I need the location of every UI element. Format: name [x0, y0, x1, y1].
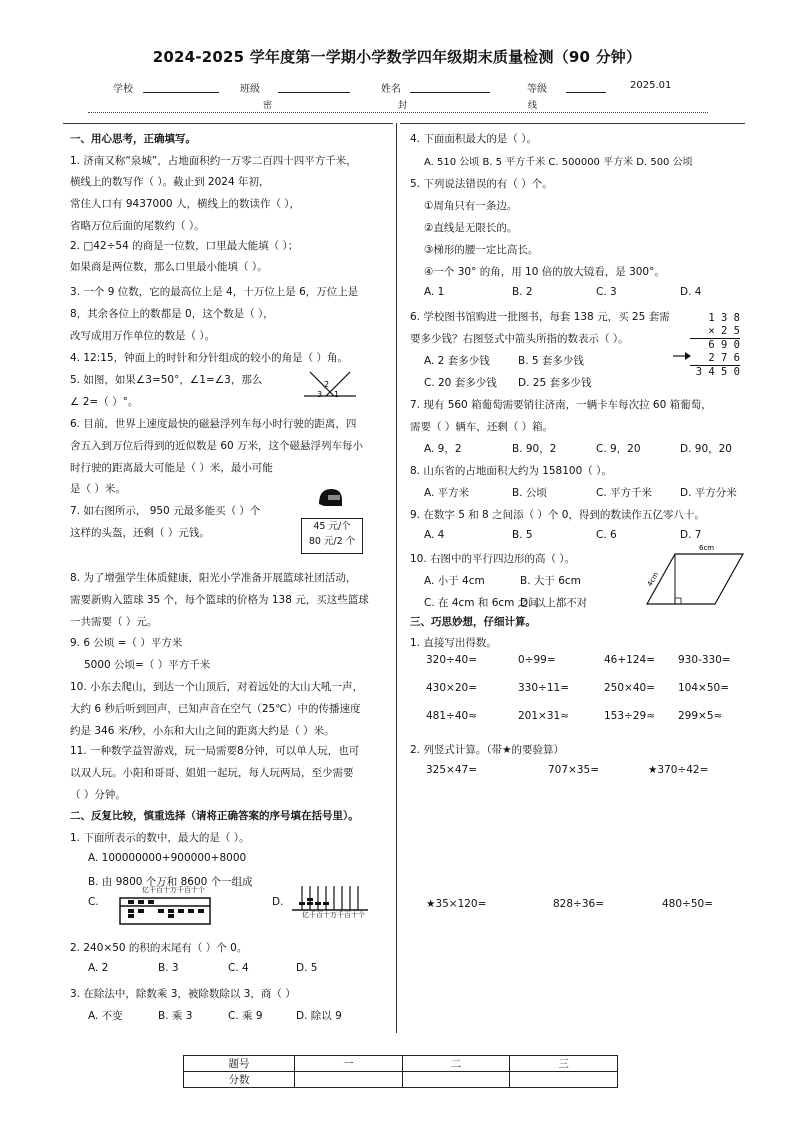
section1-heading: 一、用心思考，正确填写。: [70, 133, 196, 145]
q6-stem1: 6. 学校图书馆购进一批图书，每套 138 元，买 25 套需: [410, 311, 670, 323]
q9-stem: 9. 在数字 5 和 8 之间添（ ）个 0，得到的数读作五亿零八十。: [410, 509, 705, 521]
q8-line3: 一共需要（ ）元。: [70, 616, 158, 628]
s2-q1-d: D.: [272, 896, 284, 908]
s2-q3: 3. 在除法中，除数乘 3，被除数除以 3，商（ ）: [70, 988, 296, 1000]
vertical-multiplication: [690, 312, 740, 379]
q8-opt-c: C. 平方千米: [596, 487, 653, 499]
column-divider: [396, 123, 397, 1033]
q5-item1: ①周角只有一条边。: [424, 200, 518, 212]
score-header-2: 二: [402, 1056, 510, 1072]
angle-figure: [300, 370, 360, 402]
q8-opt-d: D. 平方分米: [680, 487, 737, 499]
q7-stem1: 7. 现有 560 箱葡萄需要销往济南，一辆卡车每次拉 60 箱葡萄，: [410, 399, 712, 411]
seal-char-mi: 密: [263, 101, 273, 111]
q1-line2: 横线上的数写作（ ）。截止到 2024 年初，: [70, 176, 270, 188]
vcalc-1-1: 325×47=: [426, 764, 477, 776]
s2-q3-d: D. 除以 9: [296, 1010, 342, 1022]
q9-opt-d: D. 7: [680, 529, 702, 541]
s2-q1: 1. 下面所表示的数中，最大的是（ ）。: [70, 832, 250, 844]
q9-opt-b: B. 5: [512, 529, 533, 541]
name-field[interactable]: [410, 80, 490, 93]
q10-stem: 10. 右图中的平行四边形的高（ ）。: [410, 553, 576, 565]
q8-line2: 需要新购入篮球 35 个，每个篮球的价格为 138 元，买这些篮球: [70, 594, 369, 606]
q5-item3: ③梯形的腰一定比高长。: [424, 244, 539, 256]
s3-sub1: 1. 直接写出得数。: [410, 637, 497, 649]
q4-line: 4. 12:15，钟面上的时针和分针组成的较小的角是（ ）角。: [70, 352, 348, 364]
class-field[interactable]: [278, 80, 350, 93]
q9-opt-c: C. 6: [596, 529, 617, 541]
q6-line3: 时行驶的距离最大可能是（ ）米，最小可能: [70, 462, 273, 474]
q8-stem: 8. 山东省的占地面积大约为 158100（ ）。: [410, 465, 612, 477]
q10-opt-a: A. 小于 4cm: [424, 575, 485, 587]
q5-line2: ∠ 2=（ ）°。: [70, 396, 139, 408]
q7-stem2: 需要（ ）辆车，还剩（ ）箱。: [410, 421, 554, 433]
q5-item4: ④一个 30° 的角，用 10 倍的放大镜看，是 300°。: [424, 266, 665, 278]
calc-3-2: 201×31≈: [518, 710, 569, 722]
para-side-label: 4cm: [645, 570, 661, 588]
calc-1-3: 46+124=: [604, 654, 655, 666]
calc-row-1: [400, 654, 740, 682]
calc-2-1: 430×20=: [426, 682, 477, 694]
score-row-label: 分数: [184, 1072, 295, 1088]
abacus-d-labels: 亿千百十万千百十个: [302, 911, 365, 919]
angle-label-2: 2: [324, 380, 330, 389]
s3-sub2: 2. 列竖式计算。（带★的要验算）: [410, 744, 565, 756]
abacus-d-icon: [290, 882, 370, 912]
vcalc-1-3: ★370÷42=: [648, 764, 709, 776]
q1-line4: 省略万位后面的尾数约（ ）。: [70, 220, 205, 232]
q10-line1: 10. 小东去爬山，到达一个山顶后，对着远处的大山大吼一声，: [70, 681, 364, 693]
s2-q2-d: D. 5: [296, 962, 318, 974]
vcalc-2-3: 480÷50=: [662, 898, 713, 910]
vcalc-2-2: 828÷36=: [553, 898, 604, 910]
q9-opt-a: A. 4: [424, 529, 445, 541]
vert-line1: 1 3 8: [708, 312, 740, 324]
seal-char-feng: 封: [398, 101, 408, 111]
s2-q1-a: A. 100000000+900000+8000: [88, 852, 247, 864]
q10-opt-c: C. 在 4cm 和 6cm 之间: [424, 597, 539, 609]
q5-opt-a: A. 1: [424, 286, 445, 298]
angle-label-1: 1: [334, 390, 340, 399]
s2-q2-a: A. 2: [88, 962, 109, 974]
name-label: 姓名: [381, 84, 401, 95]
abacus-c-labels: 亿千百十万千百十个: [142, 886, 205, 894]
s2-q1-c: C.: [88, 896, 99, 908]
q7-opt-c: C. 9，20: [596, 443, 641, 455]
vert-line3: 6 9 0: [708, 339, 740, 351]
score-table-header-row: [184, 1056, 618, 1072]
q6-line1: 6. 目前，世界上速度最快的磁悬浮列车每小时行驶的距离，四: [70, 418, 357, 430]
q6-opt-d: D. 25 套多少钱: [518, 377, 592, 389]
q9-line2: 5000 公顷=（ ）平方千米: [84, 659, 211, 671]
s2-q2: 2. 240×50 的积的末尾有（ ）个 0。: [70, 942, 248, 954]
calc-2-3: 250×40=: [604, 682, 655, 694]
s2-q3-b: B. 乘 3: [158, 1010, 193, 1022]
seal-line: [88, 98, 708, 113]
q6-stem2: 要多少钱？右图竖式中箭头所指的数表示（ ）。: [410, 333, 629, 345]
calc-row-2: [400, 682, 740, 710]
score-cell-2[interactable]: [402, 1072, 510, 1088]
q8-line1: 8. 为了增强学生体质健康，阳光小学准备开展篮球社团活动，: [70, 572, 357, 584]
q6-opt-c: C. 20 套多少钱: [424, 377, 497, 389]
q10-opt-d: D. 以上都不对: [520, 597, 588, 609]
grade-label: 等级: [527, 84, 547, 95]
vert-line2: × 2 5: [690, 325, 740, 339]
score-table: [183, 1055, 618, 1088]
seal-char-xian: 线: [528, 101, 538, 111]
class-label: 班级: [240, 84, 260, 95]
q8-opt-b: B. 公顷: [512, 487, 547, 499]
q10-opt-b: B. 大于 6cm: [520, 575, 581, 587]
q5-line1: 5. 如图，如果∠3=50°，∠1=∠3，那么: [70, 374, 263, 386]
calc-3-4: 299×5≈: [678, 710, 723, 722]
q7-line1: 7. 如右图所示， 950 元最多能买（ ）个: [70, 505, 261, 517]
vcalc-1-2: 707×35=: [548, 764, 599, 776]
student-info-row: [0, 80, 794, 98]
s2-q1-b: B. 由 9800 个万和 8600 个一组成: [88, 876, 253, 888]
angle-label-3: 3: [317, 390, 323, 399]
q11-line2: 以双人玩。小阳和哥哥、姐姐一起玩，每人玩两局，至少需要: [70, 767, 354, 779]
q3-line2: 8，其余各位上的数都是 0，这个数是（ ），: [70, 308, 274, 320]
exam-title: 2024-2025 学年度第一学期小学数学四年级期末质量检测（90 分钟）: [152, 48, 642, 66]
q7-line2: 这样的头盔，还剩（ ）元钱。: [70, 527, 210, 539]
right-top-rule: [400, 123, 745, 124]
price-double: 80 元/2 个: [308, 536, 356, 547]
helmet-price-box: [301, 518, 363, 554]
arrow-icon: [672, 351, 692, 361]
s2-q3-c: C. 乘 9: [228, 1010, 263, 1022]
left-top-rule: [63, 123, 393, 124]
price-single: 45 元/个: [313, 521, 351, 532]
q6-line2: 舍五入到万位后得到的近似数是 60 万米，这个磁悬浮列车每小: [70, 440, 364, 452]
calc-3-3: 153÷29≈: [604, 710, 655, 722]
q5-opt-c: C. 3: [596, 286, 617, 298]
calc-3-1: 481÷40≈: [426, 710, 477, 722]
q1-line1: 1. 济南又称“泉城”，占地面积约一万零二百四十四平方千米，: [70, 155, 357, 167]
calc-1-1: 320÷40=: [426, 654, 477, 666]
score-header-label: 题号: [184, 1056, 295, 1072]
score-table-value-row: [184, 1072, 618, 1088]
q3-line3: 改写成用万作单位的数是（ ）。: [70, 330, 216, 342]
q7-opt-a: A. 9，2: [424, 443, 462, 455]
vert-line5: 3 4 5 0: [695, 366, 740, 378]
calc-2-4: 104×50=: [678, 682, 729, 694]
vert-line4: 2 7 6: [690, 352, 740, 366]
score-cell-3[interactable]: [510, 1072, 618, 1088]
grade-field[interactable]: [566, 80, 606, 93]
q8-opt-a: A. 平方米: [424, 487, 470, 499]
s2-q2-b: B. 3: [158, 962, 179, 974]
section3-heading: 三、巧思妙想，仔细计算。: [410, 616, 536, 628]
q11-line3: （ ）分钟。: [70, 789, 126, 801]
school-label: 学校: [113, 84, 133, 95]
q5-stem: 5. 下列说法错误的有（ ）个。: [410, 178, 553, 190]
s2-q3-a: A. 不变: [88, 1010, 123, 1022]
calc-1-4: 930-330=: [678, 654, 731, 666]
q5-opt-d: D. 4: [680, 286, 702, 298]
school-field[interactable]: [143, 80, 219, 93]
helmet-icon: [316, 486, 344, 510]
direct-calc-grid: [400, 654, 740, 738]
score-cell-1[interactable]: [295, 1072, 403, 1088]
section2-heading: 二、反复比较，慎重选择（请将正确答案的序号填在括号里）。: [70, 810, 359, 822]
q7-opt-d: D. 90，20: [680, 443, 732, 455]
q11-line1: 11. 一种数学益智游戏，玩一局需要8分钟，可以单人玩，也可: [70, 745, 360, 757]
q6-opt-b: B. 5 套多少钱: [518, 355, 584, 367]
q10-line2: 大约 6 秒后听到回声，已知声音在空气（25℃）中的传播速度: [70, 703, 361, 715]
q10-line3: 约是 346 米/秒，小东和大山之间的距离大约是（ ）米。: [70, 725, 335, 737]
q2-line1: 2. □42÷54 的商是一位数，口里最大能填（ ）；: [70, 240, 299, 252]
para-top-label: 6cm: [699, 544, 715, 552]
abacus-c-icon: [118, 892, 214, 926]
calc-2-2: 330÷11=: [518, 682, 569, 694]
q7-opt-b: B. 90，2: [512, 443, 557, 455]
q4-options: A. 510 公顷 B. 5 平方千米 C. 500000 平方米 D. 500 公顷: [424, 157, 693, 168]
q1-line3: 常住人口有 9437000 人，横线上的数读作（ ），: [70, 198, 301, 210]
q5-opt-b: B. 2: [512, 286, 533, 298]
q4-stem: 4. 下面面积最大的是（ ）。: [410, 133, 537, 145]
score-header-1: 一: [295, 1056, 403, 1072]
q2-line2: 如果商是两位数，那么口里最小能填（ ）。: [70, 261, 268, 273]
calc-1-2: 0÷99=: [518, 654, 556, 666]
parallelogram-figure: [645, 540, 745, 610]
calc-row-3: [400, 710, 740, 738]
q9-line1: 9. 6 公顷 =（ ）平方米: [70, 637, 183, 649]
q3-line1: 3. 一个 9 位数，它的最高位上是 4，十万位上是 6，万位上是: [70, 286, 359, 298]
score-header-3: 三: [510, 1056, 618, 1072]
s2-q2-c: C. 4: [228, 962, 249, 974]
q6-opt-a: A. 2 套多少钱: [424, 355, 490, 367]
q5-item2: ②直线是无限长的。: [424, 222, 518, 234]
q6-line4: 是（ ）米。: [70, 483, 126, 495]
exam-date: 2025.01: [630, 80, 672, 91]
vcalc-2-1: ★35×120=: [426, 898, 487, 910]
